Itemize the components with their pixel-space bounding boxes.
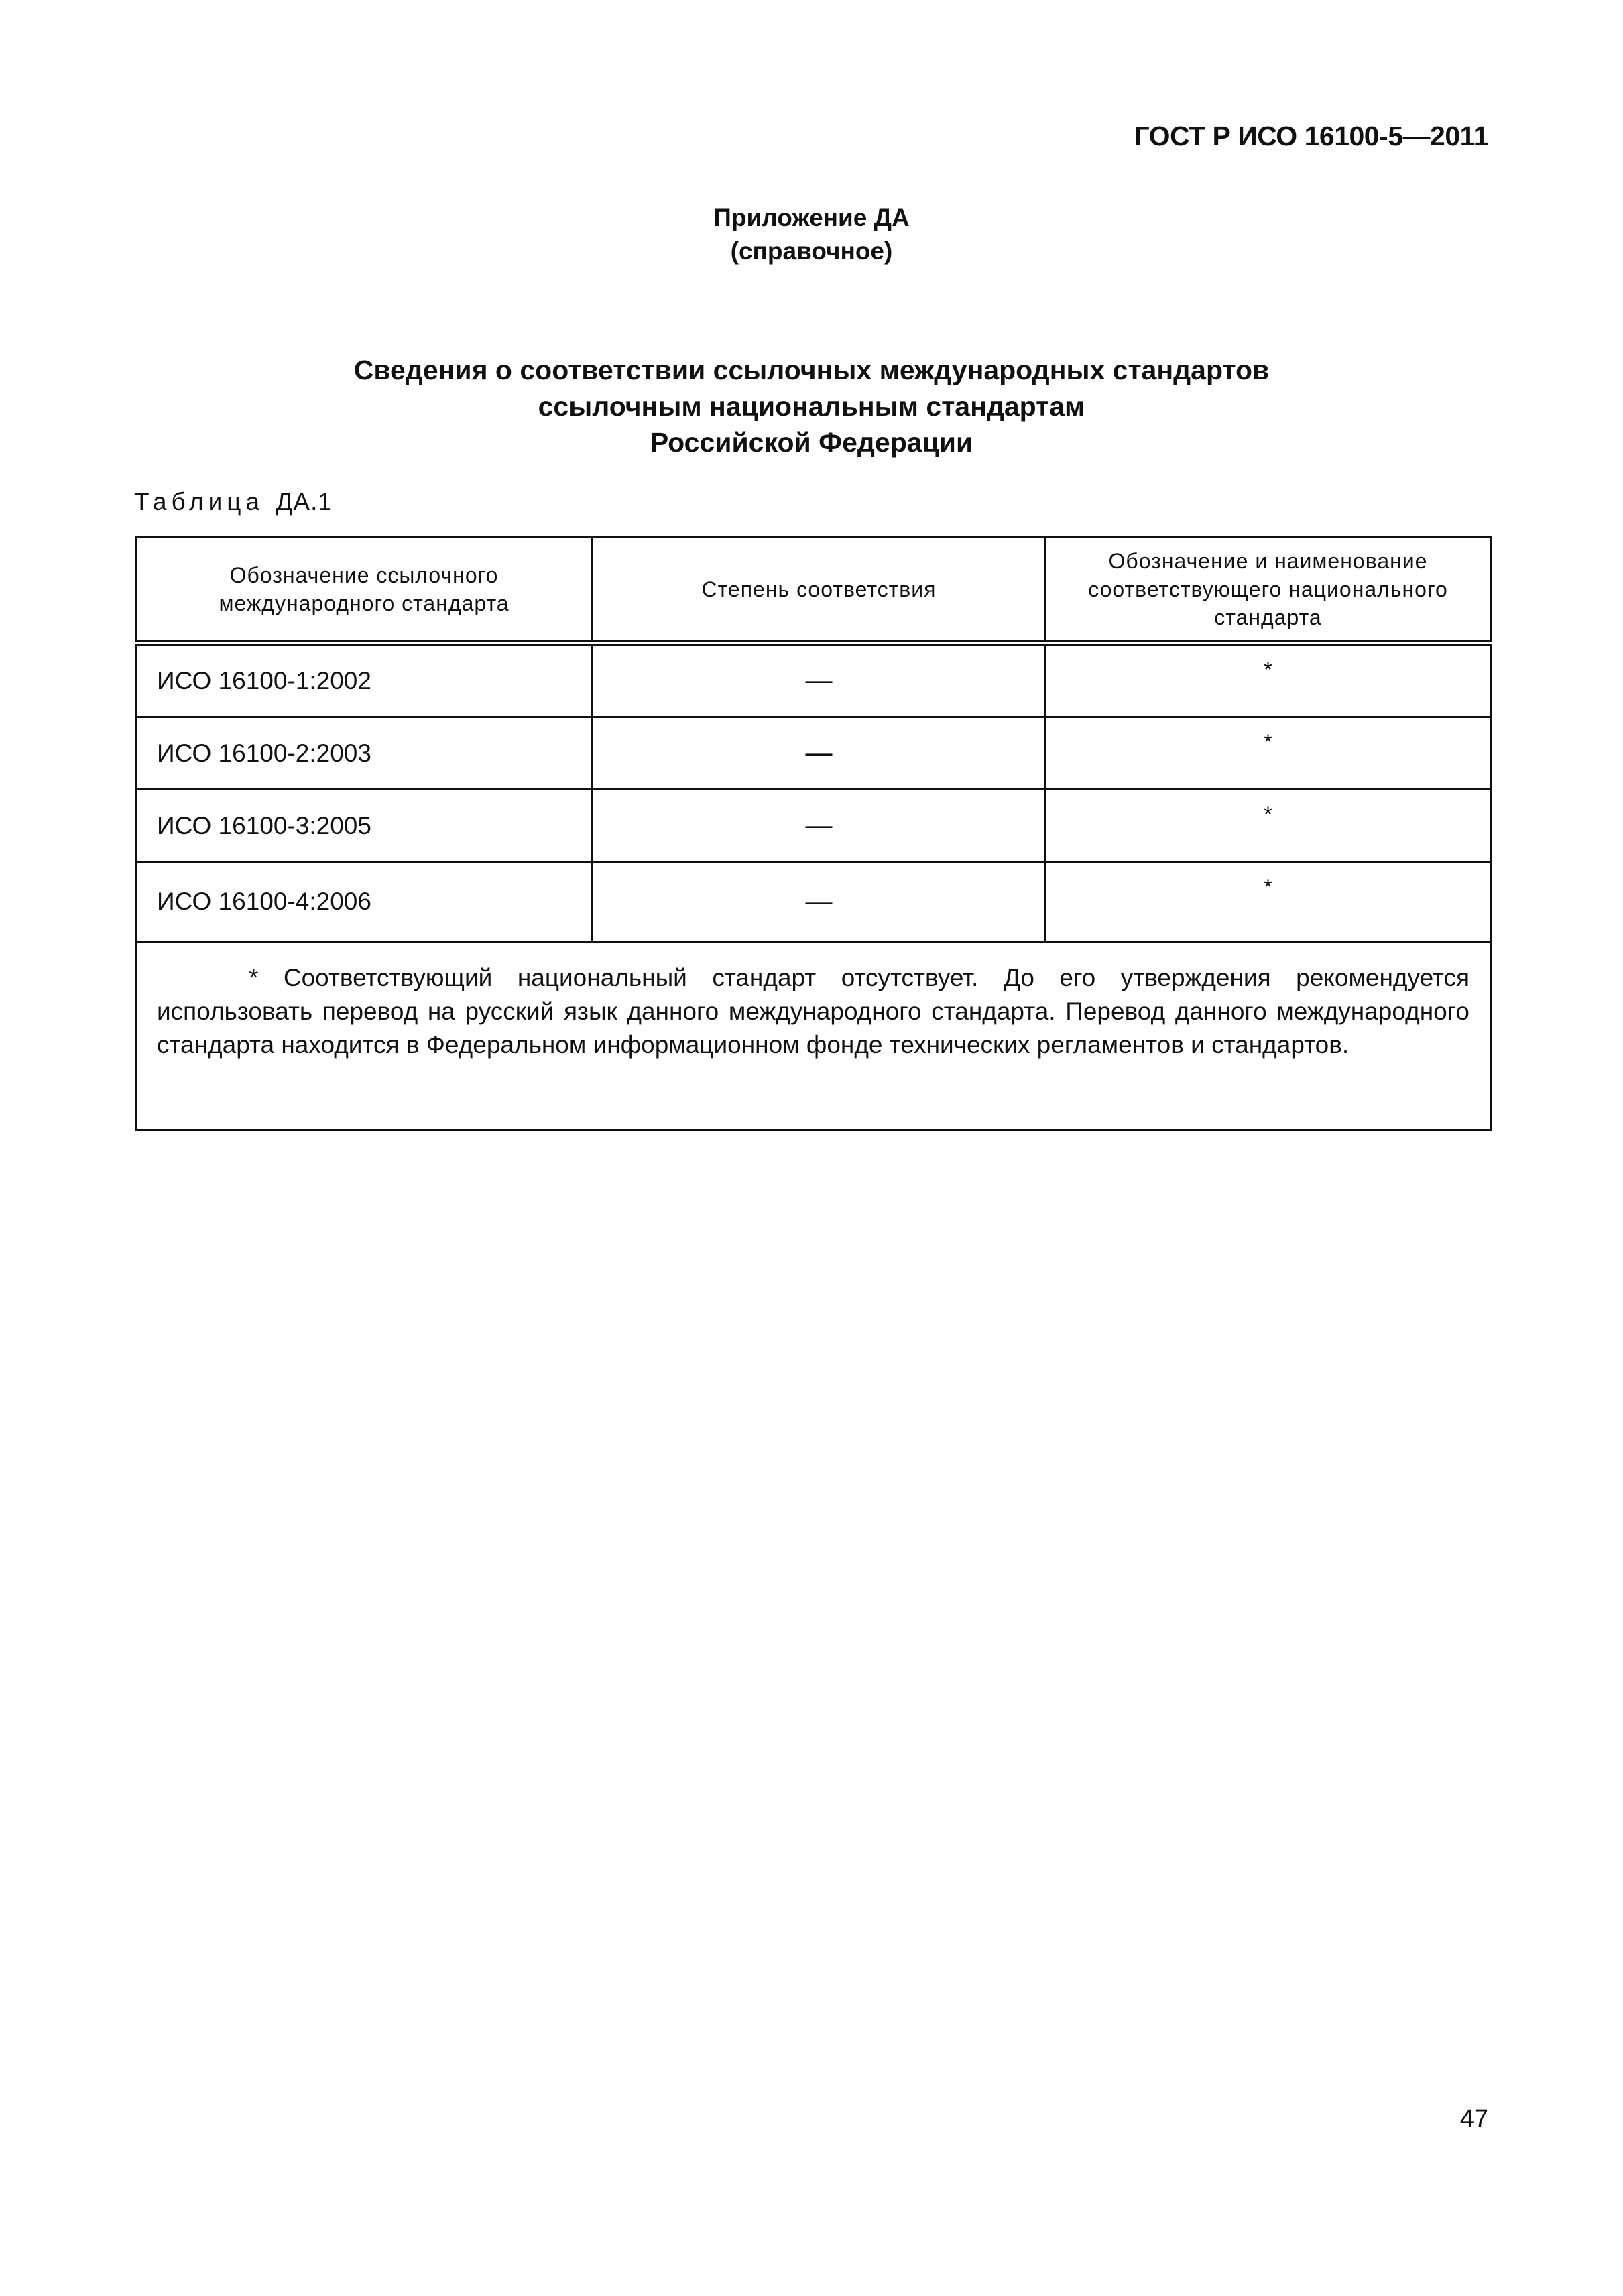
page-number: 47: [1459, 2105, 1488, 2133]
section-title: [0, 352, 1623, 461]
cell-designation: ИСО 16100-3:2005: [136, 790, 593, 862]
table-footnote: * Соответствующий национальный стандарт отсутствует. До его утверждения рекомендуется использовать перевод на русский язык данного международного стандарта. Перевод данного международного стандарта находится в Федеральном информационном фонде технических регламентов и стандартов.: [136, 942, 1491, 1130]
header-national-standard: Обозначение и наименование соответствующего национального стандарта: [1046, 538, 1491, 644]
table-row: [136, 643, 1491, 717]
cell-national: *: [1046, 862, 1491, 942]
cell-designation: ИСО 16100-1:2002: [136, 643, 593, 717]
appendix-type: (справочное): [730, 237, 893, 265]
table-header-row: [136, 538, 1491, 644]
cell-designation: ИСО 16100-4:2006: [136, 862, 593, 942]
cell-national: *: [1046, 717, 1491, 790]
header-international-designation: Обозначение ссылочного международного стандарта: [136, 538, 593, 644]
section-title-line-3: Российской Федерации: [650, 427, 973, 458]
appendix-heading: [0, 201, 1623, 268]
table-row: [136, 790, 1491, 862]
cell-national: *: [1046, 790, 1491, 862]
cell-degree: —: [593, 862, 1046, 942]
table-caption: [134, 488, 333, 516]
section-title-line-2: ссылочным национальным стандартам: [538, 391, 1085, 422]
footnote-row: [136, 942, 1491, 1130]
document-code: ГОСТ Р ИСО 16100-5—2011: [1134, 121, 1488, 152]
table-row: [136, 862, 1491, 942]
table-caption-word: Таблица: [134, 488, 265, 516]
section-title-line-1: Сведения о соответствии ссылочных международных стандартов: [353, 355, 1270, 385]
standards-correspondence-table: [135, 536, 1492, 1131]
cell-national: *: [1046, 643, 1491, 717]
table-caption-number: ДА.1: [276, 488, 333, 516]
header-degree-of-correspondence: Степень соответствия: [593, 538, 1046, 644]
cell-degree: —: [593, 790, 1046, 862]
cell-degree: —: [593, 717, 1046, 790]
cell-degree: —: [593, 643, 1046, 717]
cell-designation: ИСО 16100-2:2003: [136, 717, 593, 790]
appendix-label: Приложение ДА: [713, 204, 910, 231]
table-row: [136, 717, 1491, 790]
